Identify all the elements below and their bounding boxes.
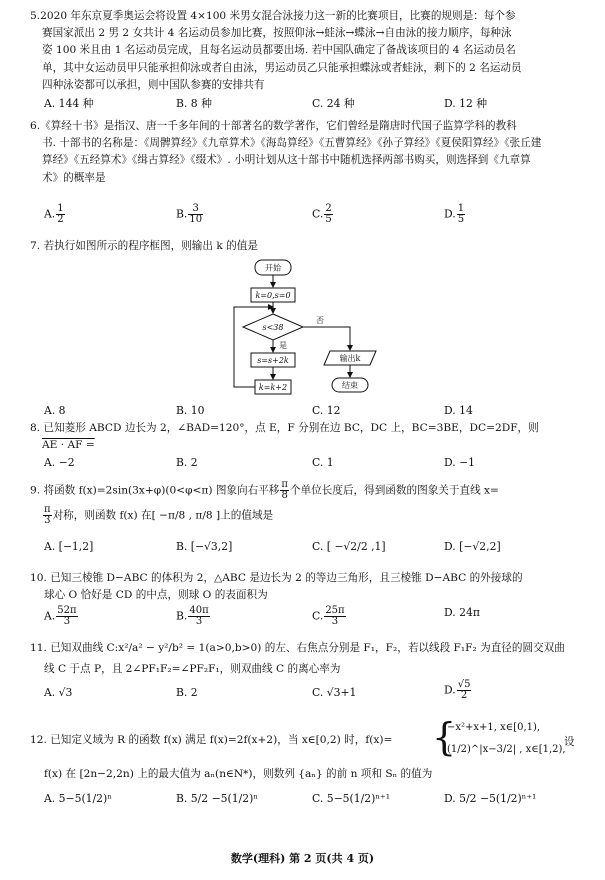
q9-options	[44, 540, 584, 558]
q9-line-2: $\frac{\pi}{3}$ 对称，则函数 f(x) 在[ −π/8 , π/8 ]上的值域是	[44, 504, 274, 526]
q12-line-2-wrap	[44, 766, 584, 783]
q5-options	[44, 96, 584, 114]
q6-line: 书. 十部书的名称是：《周髀算经》《九章算术》《海岛算经》《五曹算经》《孙子算经》《夏侯阳算经》《张丘建	[42, 137, 542, 150]
q6-line: 6.《算经十书》是指汉、唐一千多年间的十部著名的数学著作，它们曾经是隋唐时代国子监算学科的教科	[30, 120, 517, 132]
q12-she: 设	[564, 736, 575, 748]
q7-option-d: D. 14	[444, 404, 473, 417]
flow-start-text: 开始	[265, 263, 281, 273]
question-11	[30, 640, 580, 678]
q8-options	[44, 456, 584, 474]
q5-line: 5.2020 年东京夏季奥运会将设置 4×100 米男女混合泳接力这一新的比赛项目，比赛的规则是：每个参	[30, 10, 516, 22]
q11-option-c: C. √3+1	[312, 686, 357, 699]
q6-line: 术》的概率是	[42, 171, 106, 184]
flow-cond-text: s<38	[262, 323, 284, 332]
q11-option-b: B. 2	[176, 686, 198, 699]
q7-option-a: A. 8	[44, 404, 66, 417]
q11-options	[44, 679, 584, 716]
question-7	[30, 238, 580, 255]
question-6	[30, 118, 580, 187]
q6-option-b: B. $\frac{3}{10}$	[176, 203, 203, 225]
q12-line-2: f(x) 在 [2n−2,2n) 上的最大值为 aₙ(n∈N*)，则数列 {aₙ} 的前 n 项和 Sₙ 的值为	[44, 768, 433, 780]
q10-line: 球心 O 恰好是 CD 的中点，则球 O 的表面积为	[44, 589, 268, 602]
q5-line: 赛国家派出 2 男 2 女共计 4 名运动员参加比赛，按照仰泳→蛙泳→蝶泳→自由泳的接力顺序，每种泳	[42, 27, 512, 40]
flow-yes-label: 是	[279, 341, 287, 350]
q9-line-1: 9. 将函数 f(x)=2sin(3x+φ)(0<φ<π) 图象向右平移 $\frac{\pi}{8}$ 个单位长度后，得到函数的图象关于直线 x=	[30, 479, 499, 501]
question-9	[30, 480, 580, 526]
q8-option-d: D. −1	[444, 456, 476, 469]
q10-option-d: D. 24π	[444, 606, 480, 619]
flow-end-text: 结束	[342, 381, 358, 390]
q5-line: 单，其中女运动员甲只能承担仰泳或者自由泳，男运动员乙只能承担蝶泳或者蛙泳，剩下的 2 名运动员	[42, 61, 522, 74]
q5-option-d: D. 12 种	[444, 97, 488, 110]
q12-line-1: 12. 已知定义域为 R 的函数 f(x) 满足 f(x)=2f(x+2)，当 x∈[0,2) 时，f(x)=	[30, 734, 393, 746]
q11-equation: x²/a² − y²/b² = 1	[118, 642, 206, 654]
q5-option-a: A. 144 种	[44, 97, 94, 110]
flow-output-text: 输出k	[339, 354, 361, 363]
question-5	[30, 8, 580, 94]
q11-option-d: D. $\frac{√5}{2}$	[444, 679, 471, 701]
q12-piece-2: (1/2)^|x−3/2| , x∈[1,2),	[447, 744, 566, 755]
q12-option-b: B. 5/2 −5(1/2)ⁿ	[176, 792, 258, 805]
q10-option-a: A. $\frac{52\pi}{3}$	[44, 605, 77, 627]
q9-option-b: B. [−√3,2]	[176, 540, 233, 553]
page-footer: 数学(理科) 第 2 页(共 4 页)	[230, 852, 375, 865]
q10-options	[44, 606, 584, 636]
q7-stem: 7. 若执行如图所示的程序框图，则输出 k 的值是	[30, 240, 258, 252]
flowchart	[220, 255, 390, 415]
flow-step1-text: s=s+2k	[257, 356, 289, 365]
q12-option-d: D. 5/2 −5(1/2)ⁿ⁺¹	[444, 792, 537, 805]
q5-option-c: C. 24 种	[312, 97, 355, 110]
question-8	[30, 420, 580, 454]
q11-line-1: 11. 已知双曲线 C:x²/a² − y²/b² = 1(a>0,b>0) 的左、右焦点分别是 F₁，F₂，若以线段 F₁F₂ 为直径的圆交双曲	[30, 642, 565, 654]
flow-init-text: k=0,s=0	[255, 291, 291, 300]
q6-option-d: D. $\frac{1}{5}$	[444, 203, 465, 225]
flow-step2-text: k=k+2	[258, 383, 288, 392]
q8-line: 8. 已知菱形 ABCD 边长为 2，∠BAD=120°，点 E，F 分别在边 BC，DC 上，BC=3BE，DC=2DF，则	[30, 422, 539, 434]
q7-option-b: B. 10	[176, 404, 205, 417]
q9-option-a: A. [−1,2]	[44, 540, 94, 553]
q8-option-a: A. −2	[44, 456, 75, 469]
q6-line: 算经》《五经算术》《缉古算经》《缀术》. 小明计划从这十部书中随机选择两部书购买，则选择到《九章算	[42, 154, 531, 167]
q10-option-c: C. $\frac{25\pi}{3}$	[312, 605, 345, 627]
q8-line: AE · AF =	[42, 439, 95, 452]
q12-brace: {	[432, 715, 457, 759]
q7-option-c: C. 12	[312, 404, 341, 417]
q8-option-b: B. 2	[176, 456, 198, 469]
q12-option-c: C. 5−5(1/2)ⁿ⁺¹	[312, 792, 391, 805]
q11-line-2: 线 C 于点 P，且 2∠PF₁F₂=∠PF₂F₁，则双曲线 C 的离心率为	[44, 663, 341, 676]
q5-line: 姿 100 米且由 1 名运动员完成，且每名运动员都要出场. 若中国队确定了备战该项目的 4 名运动员名	[42, 44, 516, 57]
q5-line: 四种泳姿都可以承担，则中国队参赛的安排共有	[42, 78, 265, 91]
q6-option-a: A. $\frac{1}{2}$	[44, 203, 64, 225]
q12-options	[44, 792, 584, 810]
q8-option-c: C. 1	[312, 456, 334, 469]
q10-option-b: B. $\frac{40\pi}{3}$	[176, 605, 209, 627]
q9-option-d: D. [−√2,2]	[444, 540, 501, 553]
question-10	[30, 570, 580, 604]
q12-option-a: A. 5−5(1/2)ⁿ	[44, 792, 112, 805]
q12-piece-1: −x²+x+1, x∈[0,1),	[447, 722, 541, 733]
flow-no-label: 否	[316, 316, 324, 325]
q10-line: 10. 已知三棱锥 D−ABC 的体积为 2，△ABC 是边长为 2 的等边三角形，且三棱锥 D−ABC 的外接球的	[30, 572, 523, 584]
q6-option-c: C. $\frac{2}{5}$	[312, 203, 332, 225]
q6-options	[44, 204, 584, 234]
q11-option-a: A. √3	[44, 686, 73, 699]
q9-option-c: C. [ −√2/2 ,1]	[312, 540, 386, 553]
q5-option-b: B. 8 种	[176, 97, 212, 110]
